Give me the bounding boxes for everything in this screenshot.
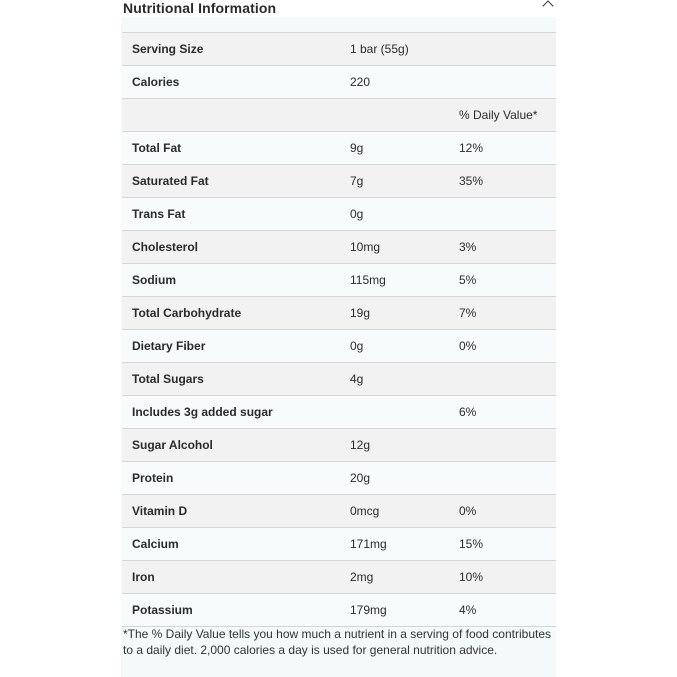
table-row: [122, 198, 556, 231]
table-row: [122, 33, 556, 66]
table-row: [122, 165, 556, 198]
daily-value: [459, 363, 556, 396]
nutrient-amount: 10mg: [350, 231, 459, 264]
nutrient-name: Total Fat: [122, 132, 350, 165]
nutrient-name: Sodium: [122, 264, 350, 297]
nutrient-name: Saturated Fat: [122, 165, 350, 198]
nutrient-name: Calcium: [122, 528, 350, 561]
nutrient-name: Vitamin D: [122, 495, 350, 528]
daily-value: 5%: [459, 264, 556, 297]
nutrient-amount: 171mg: [350, 528, 459, 561]
nutrient-amount: 0mcg: [350, 495, 459, 528]
nutrient-name: [122, 99, 350, 132]
nutrient-amount: 4g: [350, 363, 459, 396]
nutrient-name: Total Sugars: [122, 363, 350, 396]
daily-value: 0%: [459, 330, 556, 363]
table-row: [122, 231, 556, 264]
nutrition-panel: [121, 0, 556, 677]
section-title: Nutritional Information: [123, 0, 277, 16]
nutrient-amount: 19g: [350, 297, 459, 330]
daily-value: 6%: [459, 396, 556, 429]
table-row: [122, 462, 556, 495]
table-row: [122, 363, 556, 396]
daily-value: [459, 462, 556, 495]
daily-value: [459, 429, 556, 462]
nutrient-amount: 0g: [350, 330, 459, 363]
daily-value: 0%: [459, 495, 556, 528]
nutrient-amount: [350, 396, 459, 429]
nutrient-amount: 115mg: [350, 264, 459, 297]
daily-value: 12%: [459, 132, 556, 165]
daily-value: 15%: [459, 528, 556, 561]
collapse-toggle[interactable]: [538, 0, 556, 16]
table-row: [122, 264, 556, 297]
nutrient-amount: [350, 99, 459, 132]
nutrient-name: Serving Size: [122, 33, 350, 66]
nutrient-name: Calories: [122, 66, 350, 99]
nutrient-name: Total Carbohydrate: [122, 297, 350, 330]
nutrient-name: Includes 3g added sugar: [122, 396, 350, 429]
nutrient-name: Potassium: [122, 594, 350, 627]
nutrient-amount: 7g: [350, 165, 459, 198]
nutrient-amount: 220: [350, 66, 459, 99]
chevron-up-icon[interactable]: [542, 0, 553, 11]
accordion-header[interactable]: [121, 0, 556, 17]
nutrient-amount: 0g: [350, 198, 459, 231]
table-row: [122, 528, 556, 561]
nutrient-name: Protein: [122, 462, 350, 495]
table-row: [122, 330, 556, 363]
nutrient-amount: 2mg: [350, 561, 459, 594]
daily-value: 35%: [459, 165, 556, 198]
nutrient-name: Sugar Alcohol: [122, 429, 350, 462]
daily-value-footnote: *The % Daily Value tells you how much a nutrient in a serving of food contributes to a daily diet. 2,000 calories a day is used for general nutrition advice.: [123, 627, 552, 657]
table-row: [122, 594, 556, 627]
table-row: [122, 495, 556, 528]
nutrient-amount: 20g: [350, 462, 459, 495]
nutrient-amount: 9g: [350, 132, 459, 165]
table-row: [122, 297, 556, 330]
table-row: [122, 99, 556, 132]
table-row: [122, 561, 556, 594]
nutrient-amount: 179mg: [350, 594, 459, 627]
daily-value: 10%: [459, 561, 556, 594]
table-row: [122, 429, 556, 462]
table-row: [122, 66, 556, 99]
nutrient-amount: 1 bar (55g): [350, 33, 459, 66]
nutrient-name: Trans Fat: [122, 198, 350, 231]
nutrition-table: [122, 32, 556, 627]
nutrient-name: Iron: [122, 561, 350, 594]
daily-value: 7%: [459, 297, 556, 330]
daily-value: 3%: [459, 231, 556, 264]
nutrient-name: Cholesterol: [122, 231, 350, 264]
daily-value: [459, 198, 556, 231]
daily-value: 4%: [459, 594, 556, 627]
daily-value: [459, 33, 556, 66]
nutrient-amount: 12g: [350, 429, 459, 462]
daily-value: % Daily Value*: [459, 99, 556, 132]
table-row: [122, 132, 556, 165]
nutrient-name: Dietary Fiber: [122, 330, 350, 363]
table-row: [122, 396, 556, 429]
daily-value: [459, 66, 556, 99]
